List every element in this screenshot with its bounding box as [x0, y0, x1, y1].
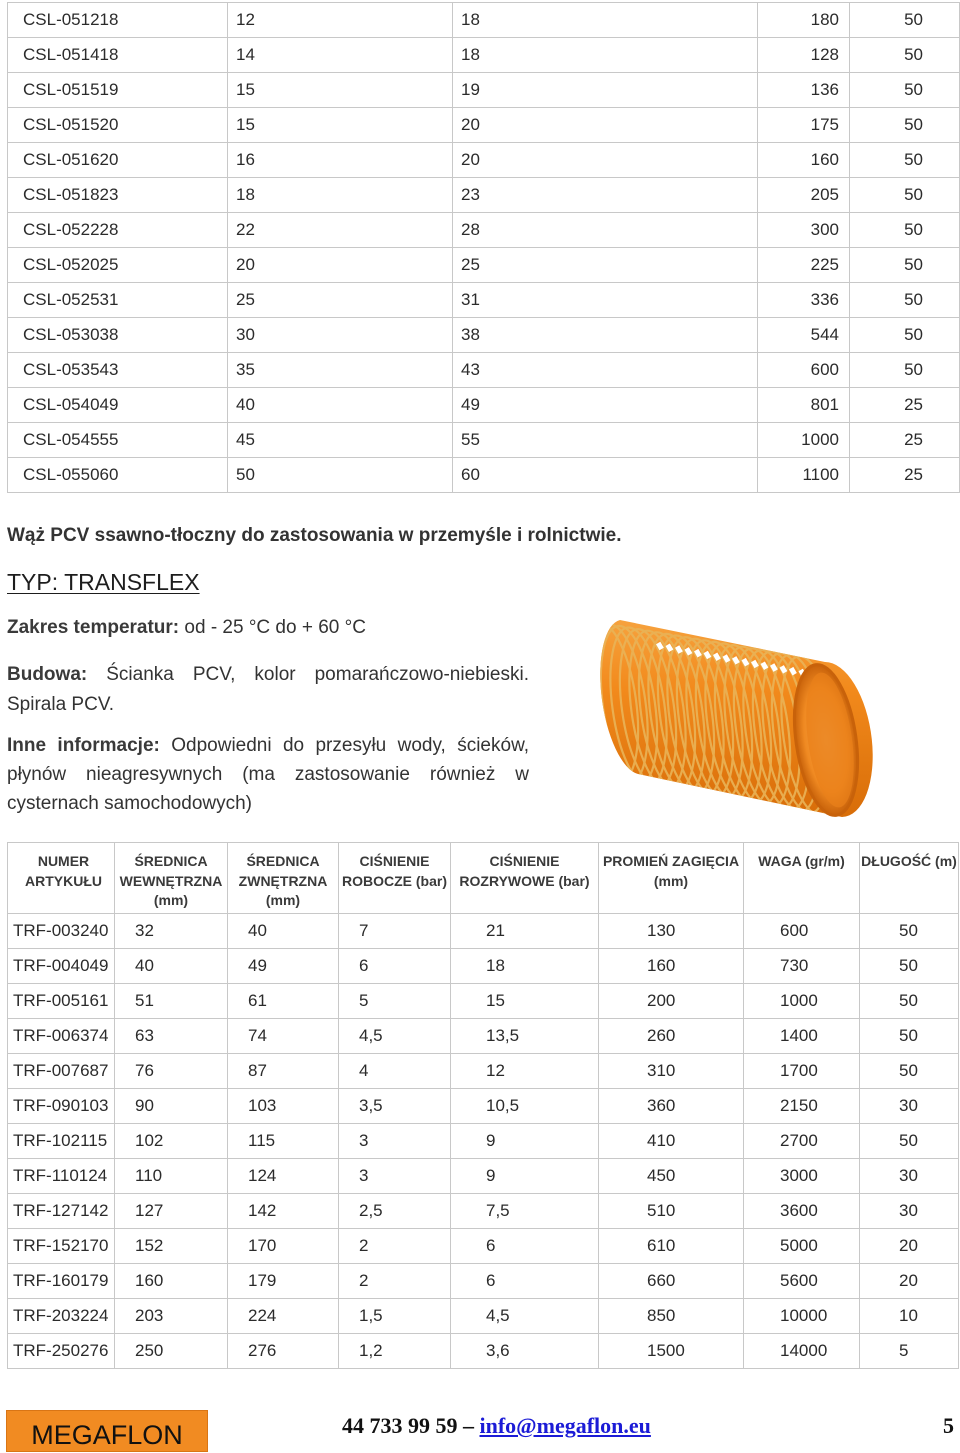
table-cell: 152	[115, 1229, 228, 1264]
table-cell: TRF-004049	[8, 949, 115, 984]
table-row	[8, 3, 960, 38]
table-cell: 30	[860, 1194, 959, 1229]
table-cell: 336	[758, 283, 850, 318]
transflex-specs-table	[7, 842, 959, 1369]
table-cell: 3600	[744, 1194, 860, 1229]
table-cell: CSL-052025	[8, 248, 228, 283]
table-cell: 544	[758, 318, 850, 353]
table-cell: 4	[339, 1054, 451, 1089]
table-cell: 63	[115, 1019, 228, 1054]
temperature-range	[7, 617, 366, 639]
table-cell: 50	[860, 984, 959, 1019]
header-weight: WAGA (gr/m)	[744, 843, 860, 914]
table-cell: 87	[228, 1054, 339, 1089]
construction-value: Ścianka PCV, kolor pomarańczowo-niebieski. Spirala PCV.	[7, 664, 529, 715]
table-cell: 300	[758, 213, 850, 248]
table-cell: 730	[744, 949, 860, 984]
table-row	[8, 458, 960, 493]
table-cell: 3,5	[339, 1089, 451, 1124]
table-cell: 40	[228, 914, 339, 949]
table-cell: CSL-051218	[8, 3, 228, 38]
temperature-label: Zakres temperatur:	[7, 617, 180, 638]
table-cell: TRF-152170	[8, 1229, 115, 1264]
table-cell: TRF-102115	[8, 1124, 115, 1159]
table-cell: 50	[850, 108, 960, 143]
table-cell: CSL-055060	[8, 458, 228, 493]
table-cell: 21	[451, 914, 599, 949]
table-row	[8, 1159, 959, 1194]
table-cell: 23	[453, 178, 758, 213]
table-cell: 5600	[744, 1264, 860, 1299]
table-cell: 276	[228, 1334, 339, 1369]
table-cell: 50	[850, 213, 960, 248]
table-cell: 22	[228, 213, 453, 248]
table-cell: 15	[228, 108, 453, 143]
table-cell: 38	[453, 318, 758, 353]
table-row	[8, 984, 959, 1019]
table-row	[8, 1194, 959, 1229]
table-cell: 32	[115, 914, 228, 949]
table-row	[8, 1124, 959, 1159]
table-cell: 55	[453, 423, 758, 458]
table-row	[8, 248, 960, 283]
table-cell: 410	[599, 1124, 744, 1159]
table-cell: 10000	[744, 1299, 860, 1334]
table-cell: TRF-090103	[8, 1089, 115, 1124]
table-cell: 25	[453, 248, 758, 283]
table-cell: 25	[850, 458, 960, 493]
table-cell: 660	[599, 1264, 744, 1299]
table-cell: CSL-054049	[8, 388, 228, 423]
table-cell: 179	[228, 1264, 339, 1299]
table-cell: 180	[758, 3, 850, 38]
table-cell: CSL-051519	[8, 73, 228, 108]
table-cell: 600	[758, 353, 850, 388]
table-row	[8, 1334, 959, 1369]
header-burst-pressure: CIŚNIENIE ROZRYWOWE (bar)	[451, 843, 599, 914]
table-cell: 13,5	[451, 1019, 599, 1054]
table-cell: 25	[228, 283, 453, 318]
table-cell: 160	[115, 1264, 228, 1299]
header-length: DŁUGOŚĆ (m)	[860, 843, 959, 914]
table-cell: 19	[453, 73, 758, 108]
table-row	[8, 143, 960, 178]
table-row	[8, 283, 960, 318]
table-cell: 50	[228, 458, 453, 493]
table-cell: 1700	[744, 1054, 860, 1089]
table-cell: 2	[339, 1264, 451, 1299]
table-cell: 203	[115, 1299, 228, 1334]
table-cell: 12	[228, 3, 453, 38]
table-cell: 142	[228, 1194, 339, 1229]
table-cell: 3	[339, 1124, 451, 1159]
table-cell: TRF-110124	[8, 1159, 115, 1194]
table-cell: 30	[228, 318, 453, 353]
table-cell: 50	[850, 178, 960, 213]
table-cell: 136	[758, 73, 850, 108]
table-header-row	[8, 843, 959, 914]
table-cell: 224	[228, 1299, 339, 1334]
table-row	[8, 1054, 959, 1089]
table-cell: 1000	[744, 984, 860, 1019]
table-cell: 175	[758, 108, 850, 143]
table-cell: 5000	[744, 1229, 860, 1264]
table-cell: TRF-005161	[8, 984, 115, 1019]
table-cell: 160	[758, 143, 850, 178]
footer-contact	[342, 1413, 651, 1439]
table-cell: 50	[850, 38, 960, 73]
table-row	[8, 38, 960, 73]
table-cell: 76	[115, 1054, 228, 1089]
table-cell: TRF-203224	[8, 1299, 115, 1334]
table-cell: 35	[228, 353, 453, 388]
table-cell: 50	[850, 283, 960, 318]
table-row	[8, 353, 960, 388]
table-cell: CSL-051620	[8, 143, 228, 178]
table-cell: 50	[860, 1019, 959, 1054]
table-row	[8, 949, 959, 984]
table-cell: 128	[758, 38, 850, 73]
temperature-value: od - 25 °C do + 60 °C	[184, 617, 366, 638]
table-cell: 360	[599, 1089, 744, 1124]
table-cell: 1,5	[339, 1299, 451, 1334]
table-cell: 110	[115, 1159, 228, 1194]
table-cell: 18	[453, 3, 758, 38]
table-cell: 3000	[744, 1159, 860, 1194]
table-cell: 14	[228, 38, 453, 73]
table-cell: 50	[850, 318, 960, 353]
table-cell: 5	[860, 1334, 959, 1369]
table-cell: 510	[599, 1194, 744, 1229]
table-cell: CSL-052531	[8, 283, 228, 318]
table-cell: 16	[228, 143, 453, 178]
header-inner-diameter: ŚREDNICA WEWNĘTRZNA (mm)	[115, 843, 228, 914]
table-cell: 1000	[758, 423, 850, 458]
construction-label: Budowa:	[7, 664, 88, 685]
table-cell: 127	[115, 1194, 228, 1229]
table-row	[8, 213, 960, 248]
table-cell: 450	[599, 1159, 744, 1194]
table-cell: 200	[599, 984, 744, 1019]
table-cell: CSL-053543	[8, 353, 228, 388]
table-cell: CSL-051418	[8, 38, 228, 73]
table-cell: CSL-054555	[8, 423, 228, 458]
table-cell: 50	[850, 143, 960, 178]
table-cell: 50	[860, 1054, 959, 1089]
table-cell: TRF-006374	[8, 1019, 115, 1054]
table-cell: 25	[850, 423, 960, 458]
table-cell: 260	[599, 1019, 744, 1054]
table-row	[8, 423, 960, 458]
footer-email-link[interactable]: info@megaflon.eu	[479, 1413, 651, 1438]
table-cell: 30	[860, 1089, 959, 1124]
table-cell: 310	[599, 1054, 744, 1089]
table-cell: TRF-160179	[8, 1264, 115, 1299]
table-cell: 801	[758, 388, 850, 423]
table-cell: 40	[228, 388, 453, 423]
table-cell: CSL-052228	[8, 213, 228, 248]
table-row	[8, 1264, 959, 1299]
table-cell: 50	[850, 248, 960, 283]
header-working-pressure: CIŚNIENIE ROBOCZE (bar)	[339, 843, 451, 914]
product-subtitle: Wąż PCV ssawno-tłoczny do zastosowania w przemyśle i rolnictwie.	[7, 525, 622, 546]
table-cell: TRF-250276	[8, 1334, 115, 1369]
table-cell: 1400	[744, 1019, 860, 1054]
table-cell: 20	[228, 248, 453, 283]
table-cell: 20	[453, 108, 758, 143]
other-info-value: Odpowiedni do przesyłu wody, ścieków, płynów nieagresywnych (ma zastosowanie również w cysternach samochodowych)	[7, 735, 530, 814]
table-cell: 12	[451, 1054, 599, 1089]
table-cell: 10,5	[451, 1089, 599, 1124]
table-cell: 15	[228, 73, 453, 108]
table-cell: 225	[758, 248, 850, 283]
table-cell: 124	[228, 1159, 339, 1194]
table-cell: 205	[758, 178, 850, 213]
table-cell: 45	[228, 423, 453, 458]
table-cell: 170	[228, 1229, 339, 1264]
table-cell: CSL-053038	[8, 318, 228, 353]
table-cell: 7	[339, 914, 451, 949]
table-cell: 61	[228, 984, 339, 1019]
table-cell: 50	[860, 914, 959, 949]
table-cell: 43	[453, 353, 758, 388]
table-cell: CSL-051823	[8, 178, 228, 213]
table-cell: 50	[850, 73, 960, 108]
table-cell: 160	[599, 949, 744, 984]
header-outer-diameter: ŚREDNICA ZWNĘTRZNA (mm)	[228, 843, 339, 914]
table-row	[8, 1089, 959, 1124]
table-cell: 18	[453, 38, 758, 73]
table-cell: 6	[339, 949, 451, 984]
table-cell: 40	[115, 949, 228, 984]
table-cell: 20	[453, 143, 758, 178]
page-number: 5	[943, 1413, 954, 1438]
other-info-label: Inne informacje:	[7, 735, 160, 756]
hose-product-image	[580, 562, 910, 827]
table-cell: 14000	[744, 1334, 860, 1369]
construction-info	[7, 660, 529, 720]
table-cell: 115	[228, 1124, 339, 1159]
table-cell: 2150	[744, 1089, 860, 1124]
megaflon-logo: MEGAFLON	[6, 1410, 208, 1452]
table-cell: 25	[850, 388, 960, 423]
table-cell: 1100	[758, 458, 850, 493]
table-cell: 90	[115, 1089, 228, 1124]
table-row	[8, 318, 960, 353]
table-cell: 610	[599, 1229, 744, 1264]
table-cell: 250	[115, 1334, 228, 1369]
table-cell: 102	[115, 1124, 228, 1159]
table-cell: 20	[860, 1264, 959, 1299]
table-cell: 50	[860, 1124, 959, 1159]
table-cell: 28	[453, 213, 758, 248]
table-cell: TRF-007687	[8, 1054, 115, 1089]
table-row	[8, 914, 959, 949]
table-cell: 600	[744, 914, 860, 949]
table-row	[8, 388, 960, 423]
header-bend-radius: PROMIEŃ ZAGIĘCIA (mm)	[599, 843, 744, 914]
table-cell: 50	[850, 353, 960, 388]
table-cell: 51	[115, 984, 228, 1019]
table-cell: 20	[860, 1229, 959, 1264]
table-cell: 5	[339, 984, 451, 1019]
table-cell: 60	[453, 458, 758, 493]
table-cell: 2	[339, 1229, 451, 1264]
table-cell: 850	[599, 1299, 744, 1334]
table-cell: 31	[453, 283, 758, 318]
table-row	[8, 1299, 959, 1334]
table-cell: 103	[228, 1089, 339, 1124]
table-cell: 74	[228, 1019, 339, 1054]
header-article-number: NUMER ARTYKUŁU	[8, 843, 115, 914]
table-row	[8, 1019, 959, 1054]
table-cell: TRF-127142	[8, 1194, 115, 1229]
table-cell: 6	[451, 1264, 599, 1299]
table-cell: 10	[860, 1299, 959, 1334]
table-cell: 6	[451, 1229, 599, 1264]
table-cell: 15	[451, 984, 599, 1019]
table-cell: 130	[599, 914, 744, 949]
table-cell: 30	[860, 1159, 959, 1194]
table-cell: 49	[453, 388, 758, 423]
table-cell: 49	[228, 949, 339, 984]
product-type-title: TYP: TRANSFLEX	[7, 569, 200, 595]
table-cell: 9	[451, 1124, 599, 1159]
table-cell: 18	[451, 949, 599, 984]
table-row	[8, 1229, 959, 1264]
table-cell: 3	[339, 1159, 451, 1194]
footer-phone: 44 733 99 59 –	[342, 1413, 474, 1438]
table-cell: 1500	[599, 1334, 744, 1369]
table-cell: TRF-003240	[8, 914, 115, 949]
table-row	[8, 108, 960, 143]
table-cell: 4,5	[339, 1019, 451, 1054]
table-cell: 2700	[744, 1124, 860, 1159]
table-row	[8, 73, 960, 108]
table-cell: 7,5	[451, 1194, 599, 1229]
table-cell: 4,5	[451, 1299, 599, 1334]
table-cell: 18	[228, 178, 453, 213]
specs-table-top	[7, 2, 960, 493]
table-cell: 2,5	[339, 1194, 451, 1229]
table-cell: 1,2	[339, 1334, 451, 1369]
other-info	[7, 731, 529, 818]
table-row	[8, 178, 960, 213]
table-cell: 50	[860, 949, 959, 984]
table-cell: 9	[451, 1159, 599, 1194]
table-cell: 50	[850, 3, 960, 38]
table-cell: 3,6	[451, 1334, 599, 1369]
table-cell: CSL-051520	[8, 108, 228, 143]
